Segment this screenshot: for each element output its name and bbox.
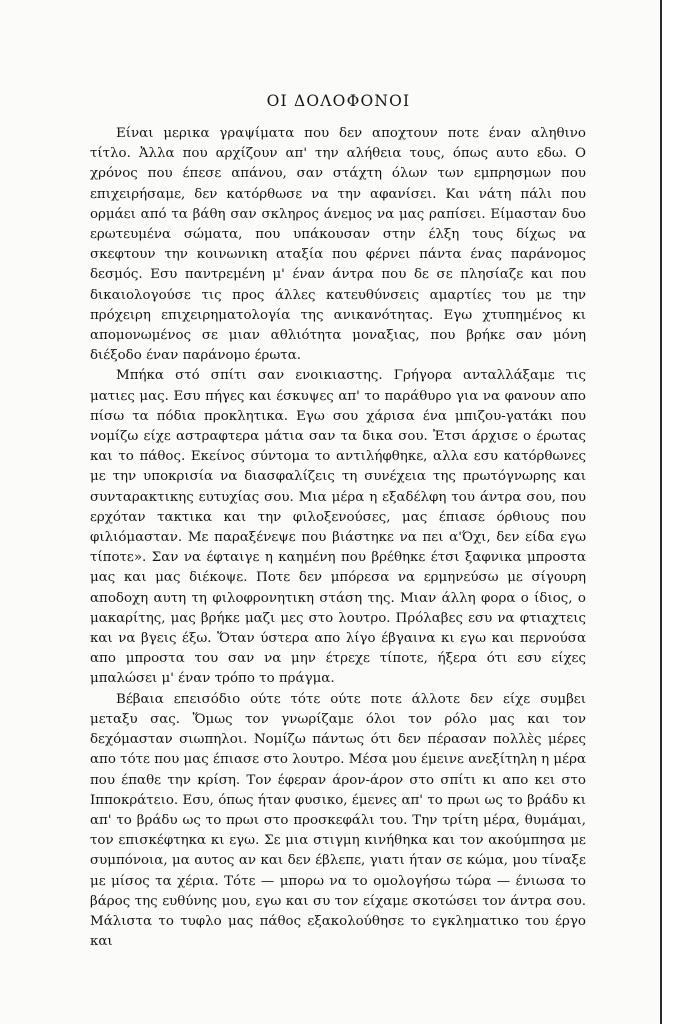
chapter-title: ΟΙ ΔΟΛΟΦΟΝΟΙ bbox=[266, 92, 411, 110]
paragraph-3: Βέβαια επεισόδιο ούτε τότε ούτε ποτε άλλοτε δεν είχε συμβει μεταξυ σας. Ὅμως τον γνωρίζαμε όλοι τον ρόλο μας και τον δεχόμασταν σιωπηλοι. Νομίζω πάντως ότι δεν πέρασαν πολλὲς μέρες απο τότε που μας έπιασε στο λουτρο. Μέσα μου έμεινε ανεξίτηλη η μέρα που έπαθε την κρίση. Τον έφεραν άρον-άρον στο σπίτι κι απο κει στο Ιπποκράτειο. Εσυ, όπως ήταν φυσικο, έμενες απ' το πρωι ως το βράδυ κι απ' το βράδυ ως το πρωι στο προσκεφάλι του. Την τρίτη μέρα, θυμάμαι, τον επισκέφτηκα κι εγω. Σε μια στιγμη κινήθηκα και τον ακούμπησα με συμπόνοια, μα αυτος αν και δεν έβλεπε, γιατι ήταν σε κώμα, μου τίναξε με μίσος τα χέρια. Τότε — μπορω να το ομολογήσω τώρα — ένιωσα το βάρος της ευθύνης μου, εγω και συ τον είχαμε σκοτώσει τον άντρα σου. Μάλιστα το τυφλο μας πάθος εξακολούθησε το εγκληματικο του έργο και bbox=[90, 691, 586, 950]
paragraph-2: Μπήκα στό σπίτι σαν ενοικιαστης. Γρήγορα ανταλλάξαμε τις ματιες μας. Εσυ πήγες και έσκυψες απ' το παράθυρο για να φανουν απο πίσω τα πόδια προκλητικα. Εγω σου χάρισα ένα μπιζου-γατάκι που νομίζω είχε αστραφτερα μάτια σαν τα δικα σου. Ἐτσι άρχισε ο έρωτας και το πάθος. Εκείνος σύντομα το αντιλήφθηκε, αλλα εσυ κατόρθωνες με την υποκρισία να διασφαλίζεις τη συνέχεια της πρωτόγνωρης και συνταρακτικης ευτυχίας σου. Μια μέρα η εξαδέλφη του άντρα σου, που ερχόταν τακτικα και την φιλοξενούσες, μας έπιασε όρθιους που φιλιόμασταν. Με παραξένεψε που βιάστηκε να πει α'Όχι, δεν είδα εγω τίποτε». Σαν να έφταιγε η καημένη που βρέθηκε έτσι ξαφνικα μπροστα μας και μας διέκοψε. Ποτε δεν μπόρεσα να ερμηνεύσω με σίγουρη αποδοχη αυτη τη φιλοφρονητικη στάση της. Μιαν άλλη φορα ο ίδιος, ο μακαρίτης, μας βρήκε μαζι μες στο λουτρο. Πρόλαβες εσυ να φτιαχτεις και να βγεις έξω. Ὅταν ύστερα απο λίγο έβγαινα κι εγω και περνούσα απο μπροστα του σαν να μην έτρεχε τίποτε, ήξερα ότι εσυ είχες μπαλώσει μ' έναν τρόπο το πράγμα. bbox=[90, 368, 586, 687]
body-text bbox=[90, 124, 586, 952]
page-edge bbox=[660, 0, 677, 1024]
paragraph-1: Είναι μερικα γραψίματα που δεν αποχτουν ποτε έναν αληθινο τίτλο. Ἀλλα που αρχίζουν απ' την αλήθεια τους, όπως αυτο εδω. Ο χρόνος που έπεσε απάνου, σαν στάχτη όλων των εμπρησμων που επιχειρήσαμε, δεν κατόρθωσε να την αφανίσει. Και νάτη πάλι που ορμάει από τα βάθη σαν σκληρος άνεμος να μας ραπίσει. Είμασταν δυο ερωτευμένα σώματα, που υπάκουσαν στην έλξη τους δίχως να σκεφτουν την κοινωνικη αταξία που φέρνει πάντα ένας παράνομος δεσμός. Εσυ παντρεμένη μ' έναν άντρα που δε σε πλησίαζε και που δικαιολογούσε τις προς άλλες κατευθύνσεις αμαρτίες του με την πρόχειρη επιχειρηματολογία της ανικανότητας. Εγω χτυπημένος κι απομονωμένος σε μιαν αθλιότητα μοναξιας, που βρήκε σαν μόνη διέξοδο έναν παράνομο έρωτα. bbox=[90, 126, 586, 364]
